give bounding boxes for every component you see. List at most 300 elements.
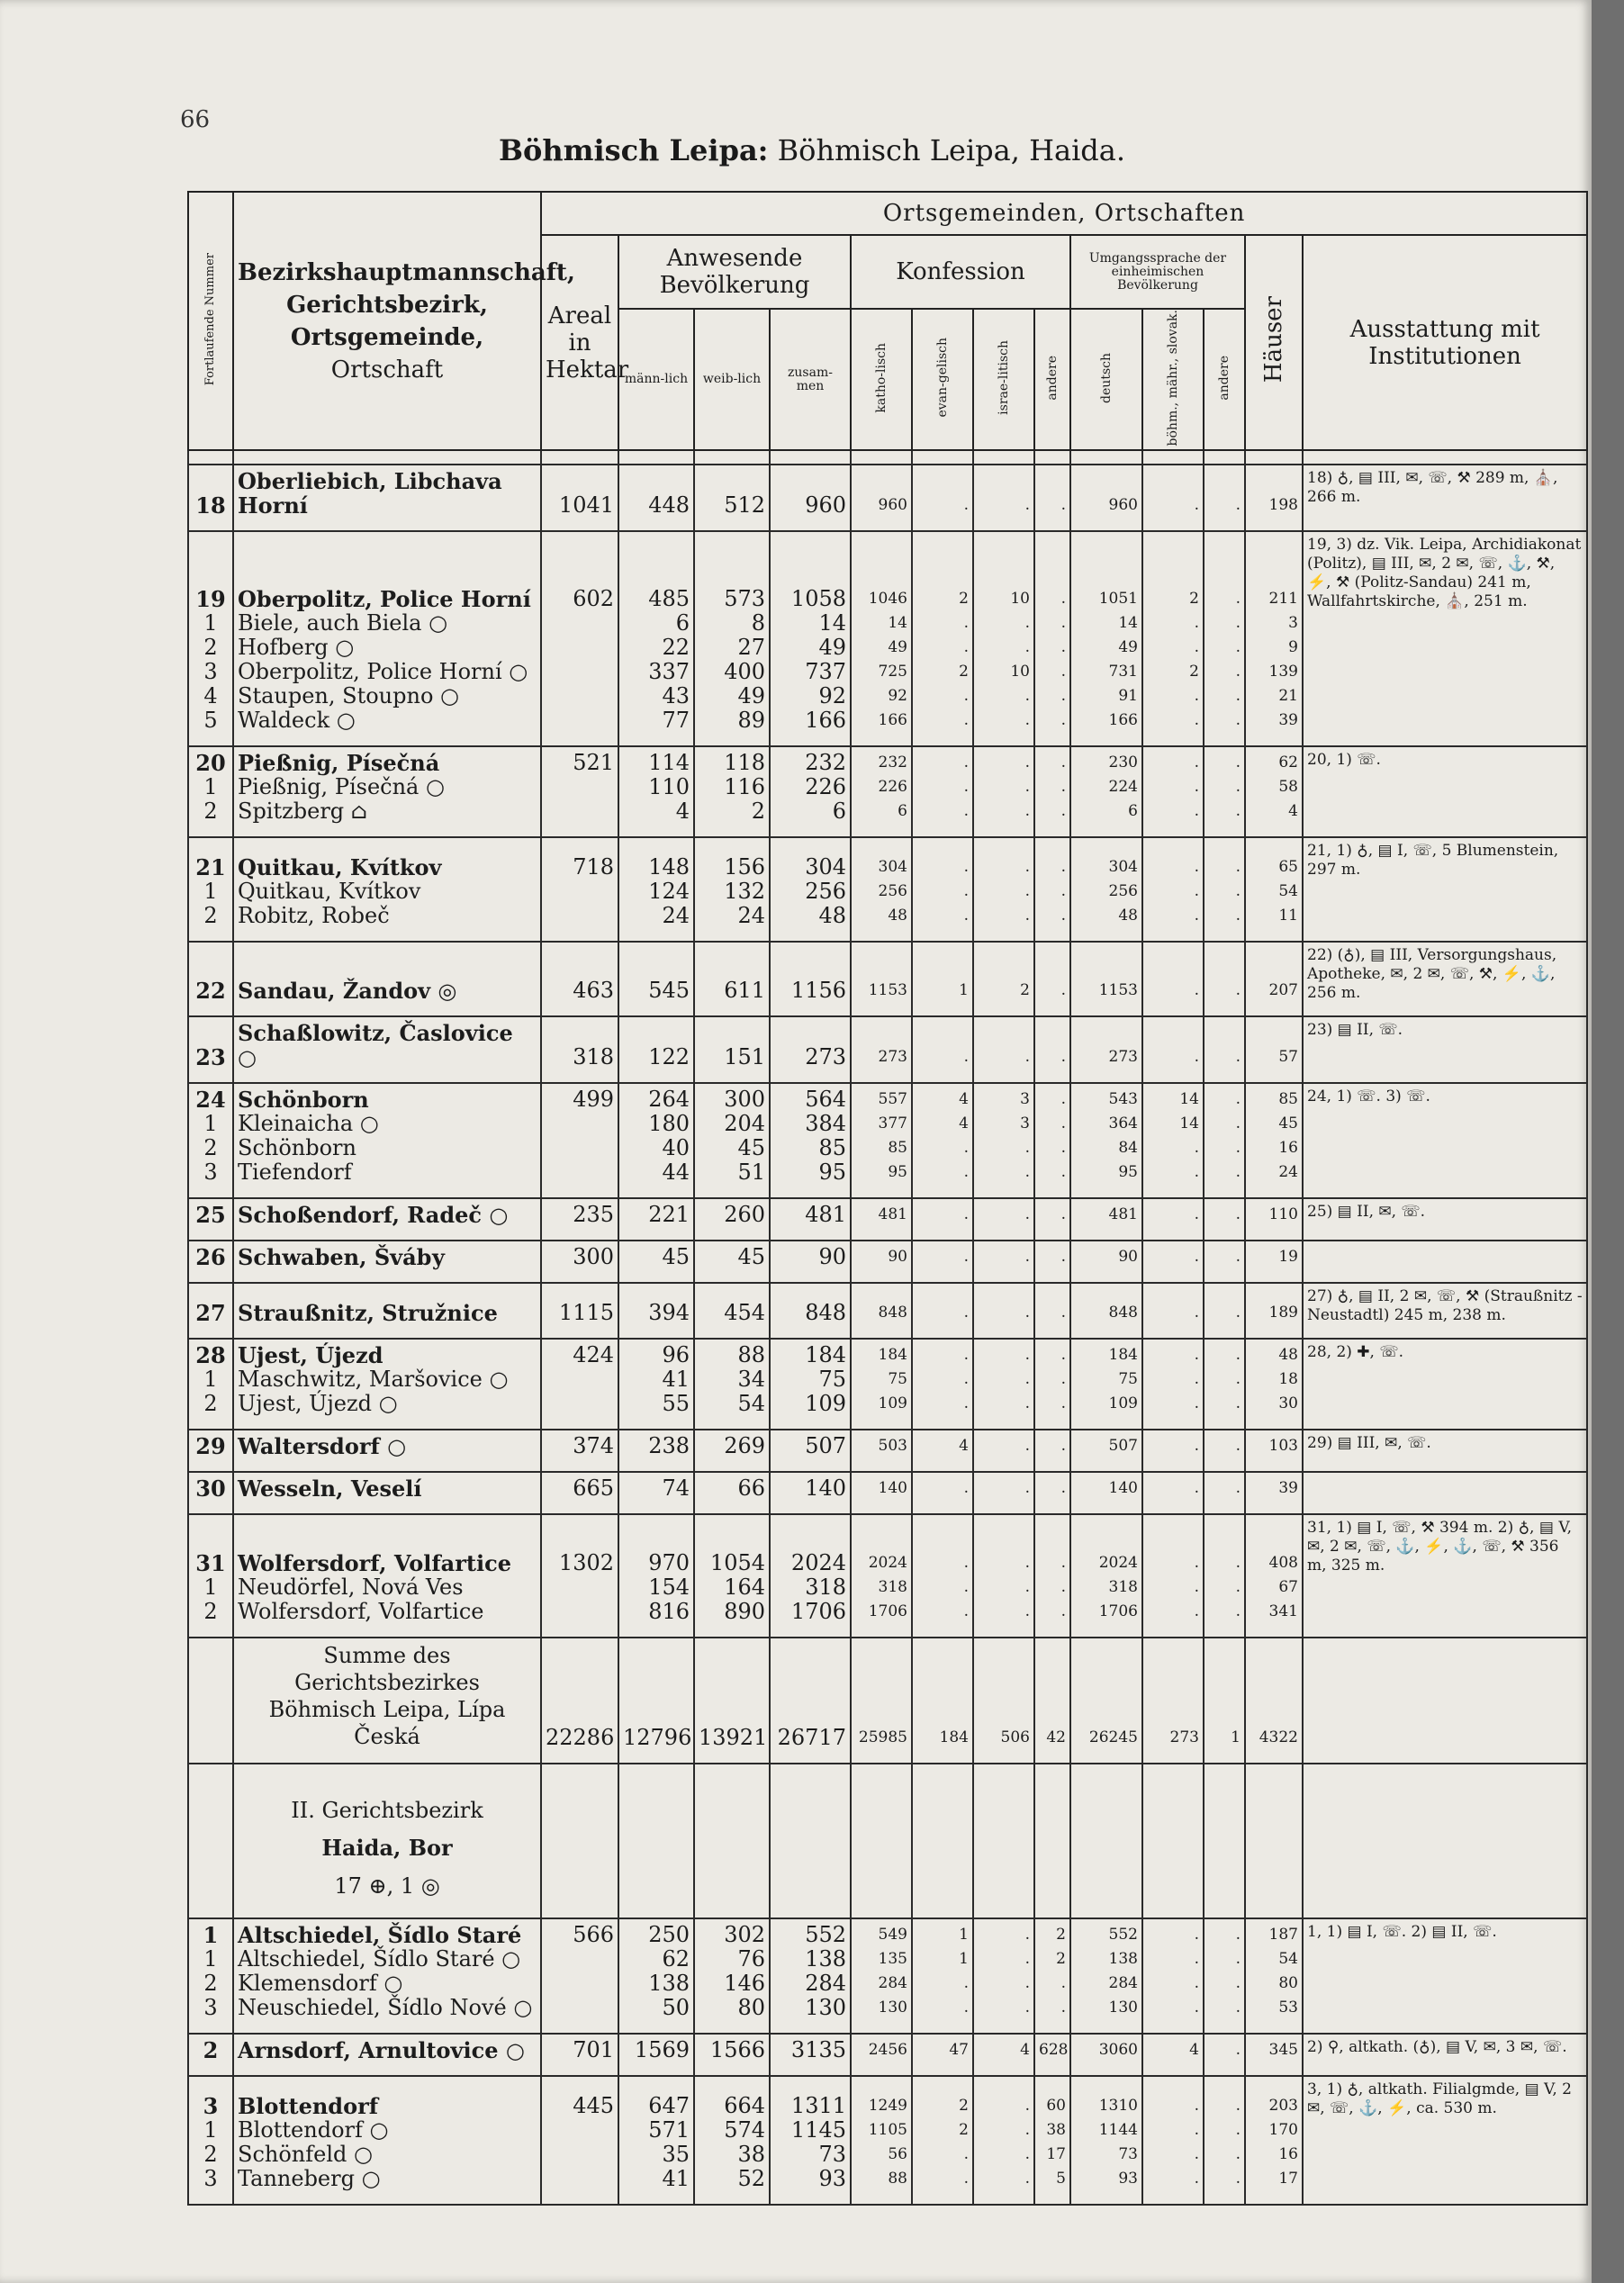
cell-m: 1569 bbox=[618, 2034, 694, 2062]
cell-m: 221 bbox=[618, 1198, 694, 1227]
cell-z: 1706 bbox=[770, 1600, 851, 1624]
table-row bbox=[188, 1430, 1587, 1458]
place-name: Staupen, Stoupno ○ bbox=[233, 684, 541, 708]
cell-ev: . bbox=[912, 2143, 973, 2167]
cell-oth: . bbox=[1204, 1241, 1245, 1269]
place-name: Blottendorf ○ bbox=[233, 2118, 541, 2143]
cell-m: 6 bbox=[618, 611, 694, 636]
row-number: 26 bbox=[188, 1241, 233, 1269]
row-number: 19 bbox=[188, 531, 233, 611]
cell-bo: . bbox=[1142, 1600, 1204, 1624]
cell-h: 85 bbox=[1245, 1083, 1303, 1112]
cell-areal bbox=[541, 1160, 618, 1185]
header-houses: Häuser bbox=[1245, 235, 1303, 450]
cell-bo: 4 bbox=[1142, 2034, 1204, 2062]
cell-m: 264 bbox=[618, 1083, 694, 1112]
cell-ev: . bbox=[912, 2167, 973, 2191]
cell-isr: . bbox=[973, 880, 1034, 904]
cell-de: 3060 bbox=[1070, 2034, 1142, 2062]
cell-w: 49 bbox=[694, 684, 770, 708]
cell-oth: . bbox=[1204, 1947, 1245, 1972]
summary-isr: 506 bbox=[973, 1638, 1034, 1750]
place-name: Kleinaicha ○ bbox=[233, 1112, 541, 1136]
cell-w: 52 bbox=[694, 2167, 770, 2191]
cell-bo: . bbox=[1142, 1198, 1204, 1227]
cell-areal: 718 bbox=[541, 837, 618, 880]
cell-w: 269 bbox=[694, 1430, 770, 1458]
institutions-note bbox=[1303, 1160, 1587, 1185]
cell-bo: . bbox=[1142, 2167, 1204, 2191]
statistics-table bbox=[187, 191, 1588, 2206]
cell-and: 2 bbox=[1034, 1947, 1070, 1972]
cell-ev: . bbox=[912, 904, 973, 928]
cell-isr: 3 bbox=[973, 1112, 1034, 1136]
cell-h: 9 bbox=[1245, 636, 1303, 660]
cell-h: 54 bbox=[1245, 880, 1303, 904]
cell-z: 1145 bbox=[770, 2118, 851, 2143]
header-female: weib-lich bbox=[694, 309, 770, 450]
row-number: 27 bbox=[188, 1283, 233, 1325]
place-name: Klemensdorf ○ bbox=[233, 1972, 541, 1996]
cell-bo: . bbox=[1142, 684, 1204, 708]
table-row bbox=[188, 708, 1587, 733]
cell-h: 345 bbox=[1245, 2034, 1303, 2062]
header-name-3: Ortsgemeinde, bbox=[290, 323, 484, 351]
cell-isr: . bbox=[973, 1972, 1034, 1996]
cell-ev: . bbox=[912, 708, 973, 733]
page-title bbox=[0, 133, 1624, 167]
cell-kath: 92 bbox=[851, 684, 912, 708]
cell-areal: 1041 bbox=[541, 465, 618, 518]
row-number: 24 bbox=[188, 1083, 233, 1112]
cell-ev: . bbox=[912, 837, 973, 880]
institutions-note bbox=[1303, 775, 1587, 799]
header-other-conf: andere bbox=[1034, 309, 1070, 450]
place-name: Biele, auch Biela ○ bbox=[233, 611, 541, 636]
cell-kath: 273 bbox=[851, 1016, 912, 1069]
cell-w: 573 bbox=[694, 531, 770, 611]
cell-isr: . bbox=[973, 775, 1034, 799]
cell-m: 148 bbox=[618, 837, 694, 880]
cell-isr: 10 bbox=[973, 531, 1034, 611]
cell-z: 14 bbox=[770, 611, 851, 636]
row-number: 2 bbox=[188, 2143, 233, 2167]
cell-h: 65 bbox=[1245, 837, 1303, 880]
institutions-note bbox=[1303, 1972, 1587, 1996]
institutions-note bbox=[1303, 1996, 1587, 2020]
cell-z: 564 bbox=[770, 1083, 851, 1112]
place-name: Straußnitz, Stružnice bbox=[233, 1283, 541, 1325]
cell-oth: . bbox=[1204, 465, 1245, 518]
table-row bbox=[188, 1241, 1587, 1269]
cell-and: . bbox=[1034, 1392, 1070, 1416]
cell-ev: . bbox=[912, 1367, 973, 1392]
cell-oth: . bbox=[1204, 2118, 1245, 2143]
cell-z: 1058 bbox=[770, 531, 851, 611]
institutions-note bbox=[1303, 1600, 1587, 1624]
place-name: Oberliebich, Libchava Horní bbox=[233, 465, 541, 518]
cell-w: 574 bbox=[694, 2118, 770, 2143]
cell-bo: . bbox=[1142, 1283, 1204, 1325]
cell-and: 17 bbox=[1034, 2143, 1070, 2167]
cell-ev: . bbox=[912, 1514, 973, 1575]
cell-m: 41 bbox=[618, 1367, 694, 1392]
title-bold: Böhmisch Leipa: bbox=[498, 133, 769, 167]
cell-w: 164 bbox=[694, 1575, 770, 1600]
cell-kath: 56 bbox=[851, 2143, 912, 2167]
cell-de: 364 bbox=[1070, 1112, 1142, 1136]
cell-isr: . bbox=[973, 2143, 1034, 2167]
row-number: 1 bbox=[188, 1367, 233, 1392]
table-row bbox=[188, 2076, 1587, 2118]
cell-ev: . bbox=[912, 775, 973, 799]
cell-kath: 109 bbox=[851, 1392, 912, 1416]
place-name: Schaßlowitz, Časlovice ○ bbox=[233, 1016, 541, 1069]
title-rest: Böhmisch Leipa, Haida. bbox=[777, 133, 1126, 167]
cell-w: 76 bbox=[694, 1947, 770, 1972]
section-line3: 17 ⊕, 1 ◎ bbox=[334, 1873, 440, 1899]
cell-z: 1156 bbox=[770, 942, 851, 1003]
table-row bbox=[188, 1514, 1587, 1575]
cell-de: 6 bbox=[1070, 799, 1142, 824]
cell-and: . bbox=[1034, 1136, 1070, 1160]
cell-oth: . bbox=[1204, 1972, 1245, 1996]
cell-oth: . bbox=[1204, 531, 1245, 611]
cell-areal: 235 bbox=[541, 1198, 618, 1227]
cell-bo: . bbox=[1142, 1339, 1204, 1367]
cell-isr: . bbox=[973, 799, 1034, 824]
place-name: Schönborn bbox=[233, 1083, 541, 1112]
summary-label: Summe des Gerichtsbezirkes Böhmisch Leipa, Lípa Česká bbox=[233, 1638, 541, 1750]
cell-h: 103 bbox=[1245, 1430, 1303, 1458]
row-number: 22 bbox=[188, 942, 233, 1003]
cell-m: 448 bbox=[618, 465, 694, 518]
cell-de: 543 bbox=[1070, 1083, 1142, 1112]
cell-areal: 665 bbox=[541, 1472, 618, 1501]
cell-bo: . bbox=[1142, 611, 1204, 636]
cell-isr: 3 bbox=[973, 1083, 1034, 1112]
cell-h: 110 bbox=[1245, 1198, 1303, 1227]
institutions-note: 19, 3) dz. Vik. Leipa, Archidiakonat (Politz), ▤ III, ✉, 2 ✉, ☏, ⚓, ⚒, ⚡, ⚒ (Politz-Sandau) 241 m, Wallfahrtskirche, ⛪, 251 m. bbox=[1303, 531, 1587, 611]
cell-isr: . bbox=[973, 465, 1034, 518]
place-name: Neudörfel, Nová Ves bbox=[233, 1575, 541, 1600]
table-row bbox=[188, 660, 1587, 684]
table-row bbox=[188, 1996, 1587, 2020]
cell-m: 394 bbox=[618, 1283, 694, 1325]
table-row bbox=[188, 465, 1587, 518]
cell-z: 138 bbox=[770, 1947, 851, 1972]
cell-areal: 445 bbox=[541, 2076, 618, 2118]
cell-h: 19 bbox=[1245, 1241, 1303, 1269]
cell-m: 180 bbox=[618, 1112, 694, 1136]
cell-m: 43 bbox=[618, 684, 694, 708]
cell-isr: . bbox=[973, 1600, 1034, 1624]
cell-h: 30 bbox=[1245, 1392, 1303, 1416]
cell-h: 58 bbox=[1245, 775, 1303, 799]
table-row bbox=[188, 1367, 1587, 1392]
cell-w: 132 bbox=[694, 880, 770, 904]
cell-bo: 14 bbox=[1142, 1112, 1204, 1136]
cell-h: 198 bbox=[1245, 465, 1303, 518]
cell-ev: 1 bbox=[912, 1947, 973, 1972]
cell-ev: 47 bbox=[912, 2034, 973, 2062]
cell-oth: . bbox=[1204, 1083, 1245, 1112]
table-row bbox=[188, 2167, 1587, 2191]
cell-bo: . bbox=[1142, 1392, 1204, 1416]
cell-ev: 4 bbox=[912, 1430, 973, 1458]
cell-kath: 166 bbox=[851, 708, 912, 733]
cell-ev: 2 bbox=[912, 2118, 973, 2143]
cell-ev: . bbox=[912, 465, 973, 518]
cell-z: 73 bbox=[770, 2143, 851, 2167]
table-row bbox=[188, 684, 1587, 708]
cell-w: 302 bbox=[694, 1918, 770, 1947]
cell-oth: . bbox=[1204, 904, 1245, 928]
summary-areal: 22286 bbox=[541, 1638, 618, 1750]
cell-h: 170 bbox=[1245, 2118, 1303, 2143]
cell-oth: . bbox=[1204, 1472, 1245, 1501]
cell-w: 512 bbox=[694, 465, 770, 518]
table-row bbox=[188, 1972, 1587, 1996]
cell-ev: 2 bbox=[912, 2076, 973, 2118]
cell-de: 318 bbox=[1070, 1575, 1142, 1600]
cell-z: 304 bbox=[770, 837, 851, 880]
cell-kath: 2456 bbox=[851, 2034, 912, 2062]
cell-oth: . bbox=[1204, 1430, 1245, 1458]
cell-w: 66 bbox=[694, 1472, 770, 1501]
cell-bo: . bbox=[1142, 2076, 1204, 2118]
cell-areal bbox=[541, 636, 618, 660]
cell-z: 140 bbox=[770, 1472, 851, 1501]
cell-isr: . bbox=[973, 1947, 1034, 1972]
cell-areal bbox=[541, 1392, 618, 1416]
cell-kath: 304 bbox=[851, 837, 912, 880]
row-number: 2 bbox=[188, 904, 233, 928]
cell-kath: 557 bbox=[851, 1083, 912, 1112]
cell-isr: . bbox=[973, 746, 1034, 775]
header-israelite: israe-litisch bbox=[973, 309, 1034, 450]
cell-areal bbox=[541, 1112, 618, 1136]
cell-kath: 226 bbox=[851, 775, 912, 799]
cell-h: 18 bbox=[1245, 1367, 1303, 1392]
cell-and: . bbox=[1034, 837, 1070, 880]
cell-kath: 377 bbox=[851, 1112, 912, 1136]
row-number: 3 bbox=[188, 2076, 233, 2118]
cell-ev: . bbox=[912, 1241, 973, 1269]
institutions-note bbox=[1303, 1241, 1587, 1269]
cell-and: . bbox=[1034, 660, 1070, 684]
cell-ev: 4 bbox=[912, 1112, 973, 1136]
place-name: Waltersdorf ○ bbox=[233, 1430, 541, 1458]
cell-areal bbox=[541, 660, 618, 684]
cell-oth: . bbox=[1204, 880, 1245, 904]
cell-h: 187 bbox=[1245, 1918, 1303, 1947]
institutions-note bbox=[1303, 904, 1587, 928]
cell-kath: 6 bbox=[851, 799, 912, 824]
cell-isr: . bbox=[973, 1160, 1034, 1185]
header-institutions: Ausstattung mit Institutionen bbox=[1303, 235, 1587, 450]
place-name: Oberpolitz, Police Horní bbox=[233, 531, 541, 611]
header-population-group: Anwesende Bevölkerung bbox=[618, 235, 851, 309]
cell-m: 35 bbox=[618, 2143, 694, 2167]
cell-ev: . bbox=[912, 636, 973, 660]
place-name: Schwaben, Švábу bbox=[233, 1241, 541, 1269]
cell-h: 45 bbox=[1245, 1112, 1303, 1136]
cell-w: 204 bbox=[694, 1112, 770, 1136]
row-number: 1 bbox=[188, 1918, 233, 1947]
cell-bo: . bbox=[1142, 1996, 1204, 2020]
institutions-note bbox=[1303, 1472, 1587, 1501]
cell-w: 116 bbox=[694, 775, 770, 799]
row-number: 3 bbox=[188, 2167, 233, 2191]
cell-and: . bbox=[1034, 1600, 1070, 1624]
cell-areal bbox=[541, 1972, 618, 1996]
row-number: 25 bbox=[188, 1198, 233, 1227]
cell-bo: . bbox=[1142, 636, 1204, 660]
cell-isr: 10 bbox=[973, 660, 1034, 684]
cell-kath: 848 bbox=[851, 1283, 912, 1325]
institutions-note: 1, 1) ▤ I, ☏. 2) ▤ II, ☏. bbox=[1303, 1918, 1587, 1947]
institutions-note bbox=[1303, 1112, 1587, 1136]
cell-de: 138 bbox=[1070, 1947, 1142, 1972]
institutions-note bbox=[1303, 1136, 1587, 1160]
row-number: 1 bbox=[188, 2118, 233, 2143]
cell-z: 318 bbox=[770, 1575, 851, 1600]
institutions-note bbox=[1303, 660, 1587, 684]
cell-m: 124 bbox=[618, 880, 694, 904]
cell-ev: . bbox=[912, 880, 973, 904]
cell-bo: . bbox=[1142, 1016, 1204, 1069]
cell-ev: 1 bbox=[912, 1918, 973, 1947]
cell-z: 960 bbox=[770, 465, 851, 518]
header-areal: Areal in Hektar bbox=[541, 235, 618, 450]
summary-oth: 1 bbox=[1204, 1638, 1245, 1750]
place-name: Altschiedel, Šídlo Staré bbox=[233, 1918, 541, 1947]
summary-w: 13921 bbox=[694, 1638, 770, 1750]
cell-z: 737 bbox=[770, 660, 851, 684]
cell-oth: . bbox=[1204, 1198, 1245, 1227]
cell-de: 184 bbox=[1070, 1339, 1142, 1367]
cell-ev: . bbox=[912, 1283, 973, 1325]
cell-de: 14 bbox=[1070, 611, 1142, 636]
cell-z: 92 bbox=[770, 684, 851, 708]
table-row bbox=[188, 837, 1587, 880]
cell-kath: 725 bbox=[851, 660, 912, 684]
cell-oth: . bbox=[1204, 1575, 1245, 1600]
cell-areal: 424 bbox=[541, 1339, 618, 1367]
cell-bo: . bbox=[1142, 2118, 1204, 2143]
cell-and: . bbox=[1034, 1083, 1070, 1112]
cell-isr: . bbox=[973, 1367, 1034, 1392]
cell-de: 552 bbox=[1070, 1918, 1142, 1947]
cell-de: 93 bbox=[1070, 2167, 1142, 2191]
place-name: Quitkau, Kvítkov bbox=[233, 837, 541, 880]
cell-h: 62 bbox=[1245, 746, 1303, 775]
cell-de: 481 bbox=[1070, 1198, 1142, 1227]
cell-oth: . bbox=[1204, 2076, 1245, 2118]
cell-ev: . bbox=[912, 1339, 973, 1367]
cell-oth: . bbox=[1204, 611, 1245, 636]
header-male: männ-lich bbox=[618, 309, 694, 450]
cell-w: 146 bbox=[694, 1972, 770, 1996]
place-name: Sandau, Žandov ◎ bbox=[233, 942, 541, 1003]
cell-h: 17 bbox=[1245, 2167, 1303, 2191]
table-row bbox=[188, 880, 1587, 904]
institutions-note bbox=[1303, 2118, 1587, 2143]
table-row bbox=[188, 1918, 1587, 1947]
place-name: Schönborn bbox=[233, 1136, 541, 1160]
cell-areal bbox=[541, 1996, 618, 2020]
place-name: Maschwitz, Maršovice ○ bbox=[233, 1367, 541, 1392]
cell-w: 2 bbox=[694, 799, 770, 824]
cell-h: 48 bbox=[1245, 1339, 1303, 1367]
place-name: Waldeck ○ bbox=[233, 708, 541, 733]
cell-z: 166 bbox=[770, 708, 851, 733]
cell-areal bbox=[541, 1367, 618, 1392]
cell-kath: 549 bbox=[851, 1918, 912, 1947]
cell-oth: . bbox=[1204, 799, 1245, 824]
cell-isr: . bbox=[973, 684, 1034, 708]
header-evangelic: evan-gelisch bbox=[912, 309, 973, 450]
row-number: 2 bbox=[188, 636, 233, 660]
cell-z: 552 bbox=[770, 1918, 851, 1947]
table-row bbox=[188, 1112, 1587, 1136]
cell-oth: . bbox=[1204, 1283, 1245, 1325]
cell-z: 6 bbox=[770, 799, 851, 824]
cell-h: 39 bbox=[1245, 708, 1303, 733]
cell-h: 21 bbox=[1245, 684, 1303, 708]
cell-and: . bbox=[1034, 465, 1070, 518]
cell-kath: 184 bbox=[851, 1339, 912, 1367]
place-name: Blottendorf bbox=[233, 2076, 541, 2118]
cell-oth: . bbox=[1204, 1016, 1245, 1069]
cell-ev: . bbox=[912, 1472, 973, 1501]
row-number: 2 bbox=[188, 799, 233, 824]
cell-and: . bbox=[1034, 1160, 1070, 1185]
cell-m: 4 bbox=[618, 799, 694, 824]
row-number: 28 bbox=[188, 1339, 233, 1367]
cell-and: . bbox=[1034, 1996, 1070, 2020]
cell-kath: 1249 bbox=[851, 2076, 912, 2118]
cell-and: 5 bbox=[1034, 2167, 1070, 2191]
institutions-note bbox=[1303, 1392, 1587, 1416]
table-row bbox=[188, 531, 1587, 611]
cell-w: 1566 bbox=[694, 2034, 770, 2062]
cell-areal: 701 bbox=[541, 2034, 618, 2062]
row-number: 21 bbox=[188, 837, 233, 880]
table-row bbox=[188, 904, 1587, 928]
cell-de: 230 bbox=[1070, 746, 1142, 775]
cell-isr: . bbox=[973, 2118, 1034, 2143]
cell-areal: 374 bbox=[541, 1430, 618, 1458]
cell-w: 54 bbox=[694, 1392, 770, 1416]
cell-kath: 90 bbox=[851, 1241, 912, 1269]
cell-oth: . bbox=[1204, 1136, 1245, 1160]
institutions-note: 31, 1) ▤ I, ☏, ⚒ 394 m. 2) ♁, ▤ V, ✉, 2 ✉, ☏, ⚓, ⚡, ⚓, ☏, ⚒ 356 m, 325 m. bbox=[1303, 1514, 1587, 1575]
cell-m: 77 bbox=[618, 708, 694, 733]
cell-w: 27 bbox=[694, 636, 770, 660]
cell-m: 238 bbox=[618, 1430, 694, 1458]
cell-z: 93 bbox=[770, 2167, 851, 2191]
cell-de: 731 bbox=[1070, 660, 1142, 684]
cell-and: 2 bbox=[1034, 1918, 1070, 1947]
cell-m: 22 bbox=[618, 636, 694, 660]
cell-ev: . bbox=[912, 1996, 973, 2020]
institutions-note: 27) ♁, ▤ II, 2 ✉, ☏, ⚒ (Straußnitz - Neustadtl) 245 m, 238 m. bbox=[1303, 1283, 1587, 1325]
table-row bbox=[188, 799, 1587, 824]
cell-m: 96 bbox=[618, 1339, 694, 1367]
cell-areal: 566 bbox=[541, 1918, 618, 1947]
